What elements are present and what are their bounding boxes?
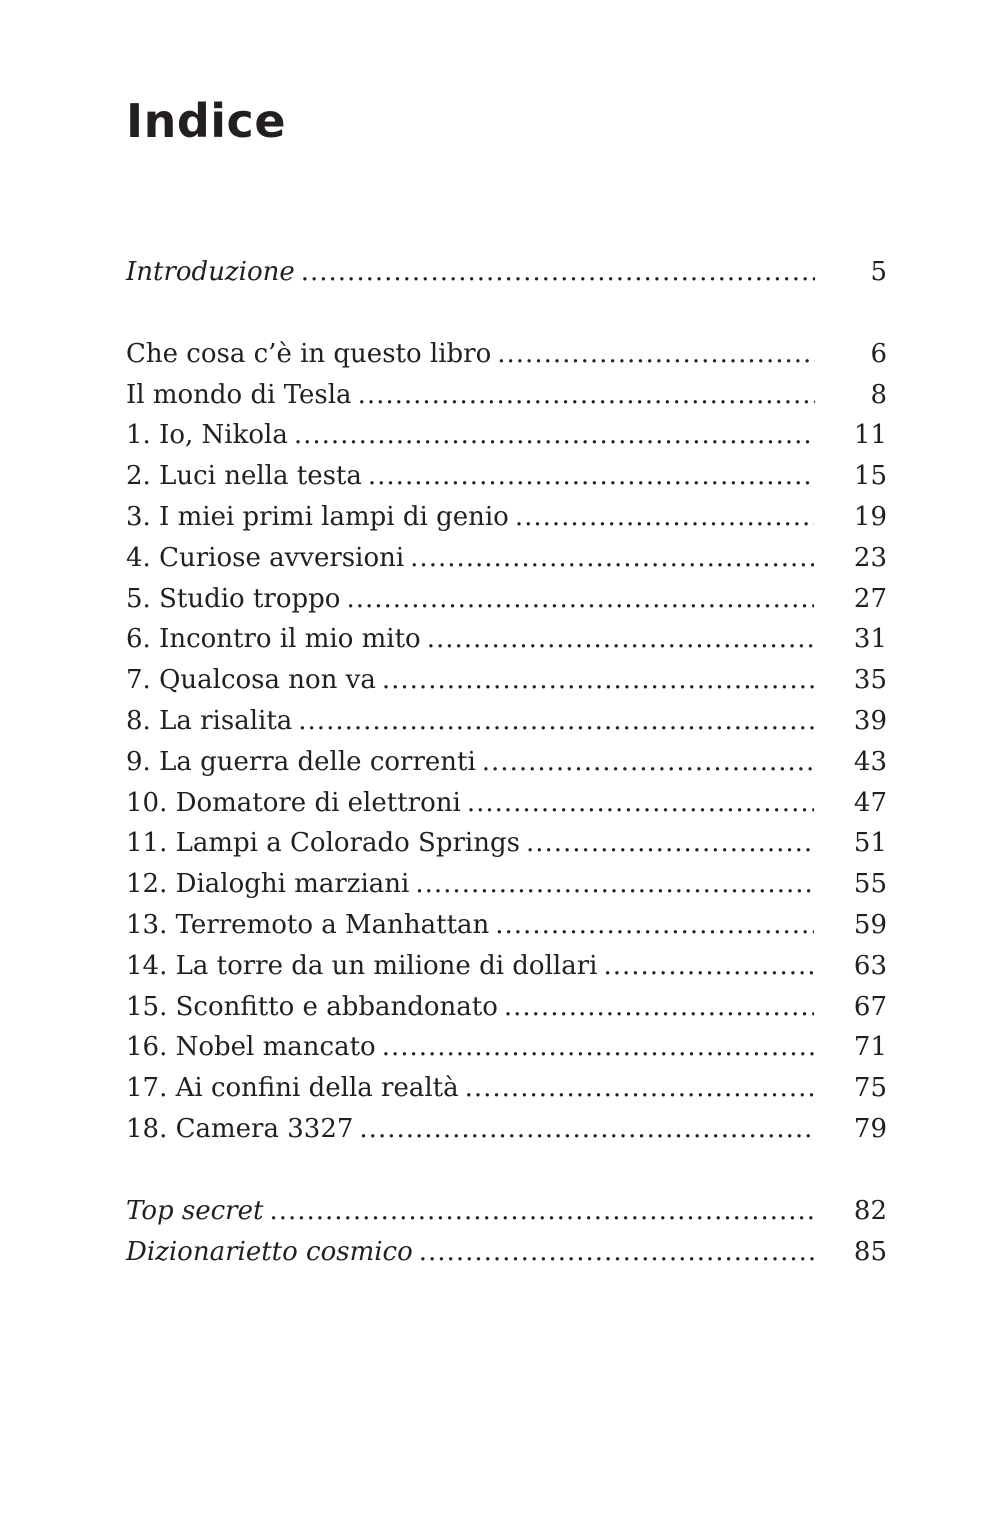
toc-entry[interactable]: [126, 415, 887, 456]
toc-entry-title: 17. Ai confini della realtà: [126, 1073, 459, 1104]
toc-entry-page: 63: [853, 950, 887, 981]
toc-entry-title: Che cosa c’è in questo libro: [126, 338, 492, 369]
toc-entry[interactable]: [126, 497, 887, 538]
toc-entry-introduzione[interactable]: [126, 252, 887, 293]
toc-entry-page: 39: [853, 705, 887, 736]
dot-leader: [346, 579, 813, 620]
dot-leader: [298, 701, 814, 742]
dot-leader: [495, 905, 814, 946]
toc-entry-page: 23: [853, 542, 887, 573]
toc-entry[interactable]: [126, 660, 887, 701]
toc-entry-title: 15. Sconfitto e abbandonato: [126, 991, 498, 1022]
toc-entry-title: 2. Luci nella testa: [126, 461, 362, 492]
toc-entry-title: Top secret: [126, 1195, 264, 1226]
toc-entry-title: 14. La torre da un milione di dollari: [126, 950, 598, 981]
toc-entry-page: 82: [853, 1195, 887, 1226]
toc-entry[interactable]: [126, 823, 887, 864]
toc-entry-page: 79: [853, 1113, 887, 1144]
toc-entry[interactable]: [126, 375, 887, 416]
toc-entry-page: 75: [853, 1073, 887, 1104]
dot-leader: [467, 783, 814, 824]
toc-entry-page: 59: [853, 909, 887, 940]
toc-entry-title: 6. Incontro il mio mito: [126, 624, 421, 655]
toc-entry-page: 5: [870, 257, 887, 287]
toc-entry[interactable]: [126, 619, 887, 660]
toc-entry[interactable]: [126, 946, 887, 987]
toc-entry[interactable]: [126, 905, 887, 946]
toc-entry-page: 71: [853, 1032, 887, 1063]
toc-entry[interactable]: [126, 987, 887, 1028]
toc-entry[interactable]: [126, 1068, 887, 1109]
toc-entry[interactable]: [126, 701, 887, 742]
dot-leader: [294, 415, 814, 456]
toc-entry-page: 6: [870, 338, 887, 369]
dot-leader: [419, 1232, 814, 1273]
toc-entry-title: Introduzione: [126, 257, 295, 287]
dot-leader: [359, 1109, 813, 1150]
toc-entry-title: 18. Camera 3327: [126, 1113, 354, 1144]
toc-entry-page: 31: [853, 624, 887, 655]
dot-leader: [410, 538, 814, 579]
toc-entry[interactable]: [126, 1109, 887, 1150]
toc-entry-title: Dizionarietto cosmico: [126, 1236, 413, 1267]
toc-entry-page: 15: [853, 461, 887, 492]
toc-entry-page: 55: [853, 869, 887, 900]
toc-entry-page: 19: [853, 501, 887, 532]
dot-leader: [603, 946, 813, 987]
toc-entry-page: 8: [870, 379, 887, 410]
toc-entry[interactable]: [126, 334, 887, 375]
toc-entry[interactable]: [126, 783, 887, 824]
table-of-contents: [126, 252, 887, 1272]
toc-group-appendix: [126, 1191, 887, 1273]
dot-leader: [415, 864, 814, 905]
dot-leader: [368, 456, 814, 497]
toc-entry-title: 8. La risalita: [126, 705, 293, 736]
toc-entry-dizionarietto[interactable]: [126, 1232, 887, 1273]
toc-entry-title: 16. Nobel mancato: [126, 1032, 376, 1063]
toc-group-chapters: [126, 334, 887, 1150]
toc-entry-page: 27: [853, 583, 887, 614]
toc-entry-title: 3. I miei primi lampi di genio: [126, 501, 509, 532]
dot-leader: [465, 1068, 814, 1109]
toc-entry-title: 12. Dialoghi marziani: [126, 869, 410, 900]
toc-entry-title: 7. Qualcosa non va: [126, 665, 376, 696]
dot-leader: [504, 987, 814, 1028]
toc-entry[interactable]: [126, 538, 887, 579]
toc-entry-title: 13. Terremoto a Manhattan: [126, 909, 490, 940]
toc-entry-page: 67: [853, 991, 887, 1022]
toc-entry[interactable]: [126, 456, 887, 497]
dot-leader: [382, 1027, 814, 1068]
toc-entry-title: Il mondo di Tesla: [126, 379, 352, 410]
dot-leader: [301, 252, 815, 293]
toc-entry[interactable]: [126, 742, 887, 783]
toc-entry-page: 43: [853, 746, 887, 777]
toc-entry-title: 1. Io, Nikola: [126, 420, 288, 451]
toc-entry-page: 51: [853, 828, 887, 859]
dot-leader: [269, 1191, 813, 1232]
toc-entry[interactable]: [126, 1027, 887, 1068]
toc-entry-title: 11. Lampi a Colorado Springs: [126, 828, 520, 859]
dot-leader: [482, 742, 814, 783]
toc-entry[interactable]: [126, 864, 887, 905]
dot-leader: [382, 660, 814, 701]
toc-entry-title: 9. La guerra delle correnti: [126, 746, 476, 777]
dot-leader: [526, 823, 814, 864]
toc-entry-title: 5. Studio troppo: [126, 583, 341, 614]
dot-leader: [358, 375, 815, 416]
toc-group-intro: [126, 252, 887, 293]
toc-entry-page: 85: [853, 1236, 887, 1267]
toc-entry-title: 4. Curiose avversioni: [126, 542, 405, 573]
dot-leader: [497, 334, 815, 375]
toc-entry[interactable]: [126, 579, 887, 620]
toc-entry-title: 10. Domatore di elettroni: [126, 787, 461, 818]
toc-entry-page: 35: [853, 665, 887, 696]
page-title: Indice: [126, 94, 287, 148]
toc-entry-top-secret[interactable]: [126, 1191, 887, 1232]
toc-entry-page: 47: [853, 787, 887, 818]
toc-entry-page: 11: [853, 420, 887, 451]
dot-leader: [515, 497, 814, 538]
dot-leader: [427, 619, 814, 660]
